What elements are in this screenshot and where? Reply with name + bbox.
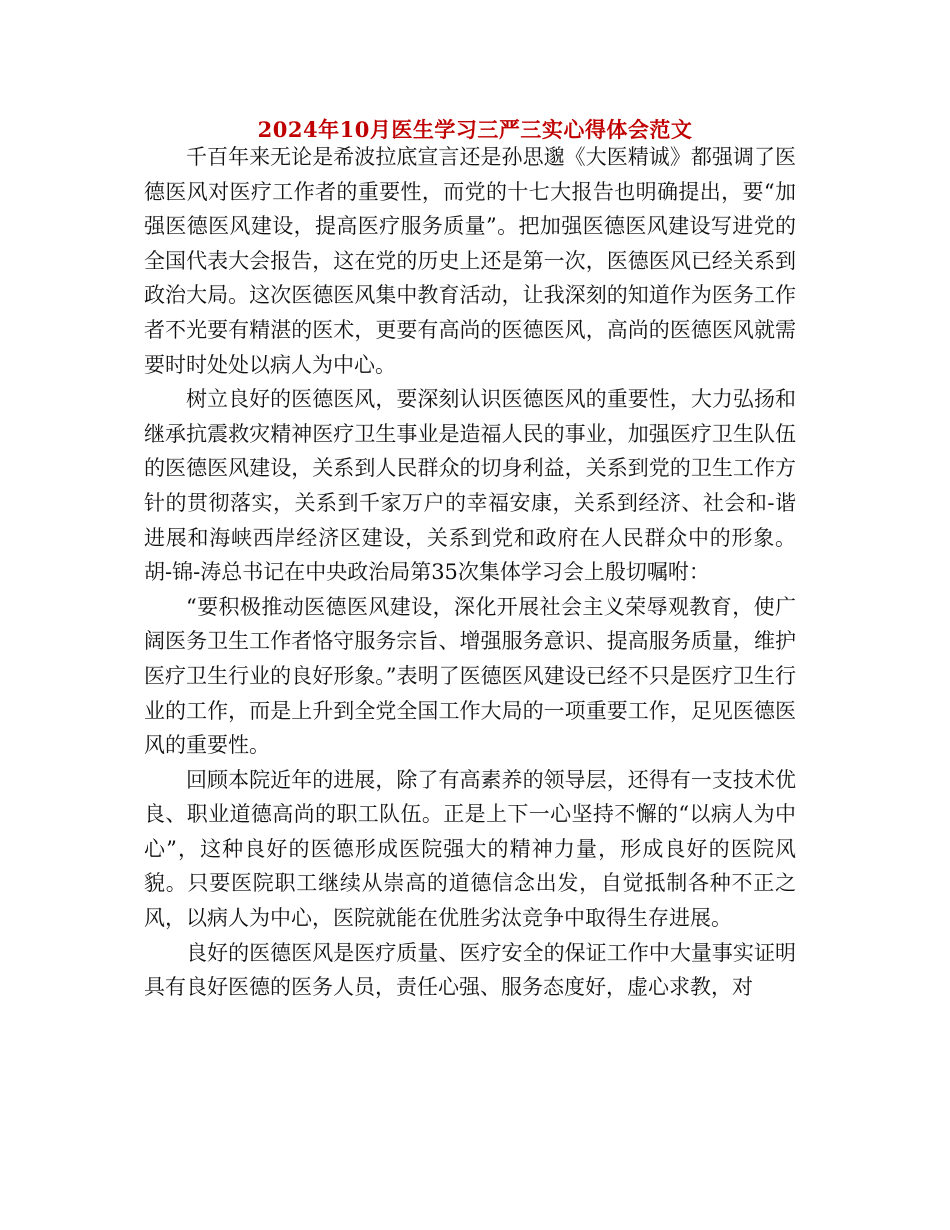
- document-title: 2024年10月医生学习三严三实心得体会范文: [257, 117, 693, 142]
- paragraph: 树立良好的医德医风，要深刻认识医德医风的重要性，大力弘扬和继承抗震救灾精神医疗卫生事业是造福人民的事业，加强医疗卫生队伍的医德医风建设，关系到人民群众的切身利益，关系到党的卫生工作方针的贯彻落实，关系到千家万户的幸福安康，关系到经济、社会和-谐进展和海峡西岸经济区建设，关系到党和政府在人民群众中的形象。胡-锦-涛总书记在中央政治局第35次集体学习会上殷切嘱咐：: [144, 387, 796, 585]
- paragraph: 良好的医德医风是医疗质量、医疗安全的保证工作中大量事实证明具有良好医德的医务人员，责任心强、服务态度好，虚心求教，对: [144, 940, 796, 1000]
- paragraph: 回顾本院近年的进展，除了有高素养的领导层，还得有一支技术优良、职业道德高尚的职工队伍。正是上下一心坚持不懈的“以病人为中心”，这种良好的医德形成医院强大的精神力量，形成良好的医院风貌。只要医院职工继续从崇高的道德信念出发，自觉抵制各种不正之风，以病人为中心，医院就能在优胜劣汰竞争中取得生存进展。: [144, 767, 796, 931]
- document-body: [144, 140, 796, 1005]
- paragraph: “要积极推动医德医风建设，深化开展社会主义荣辱观教育，使广阔医务卫生工作者恪守服务宗旨、增强服务意识、提高服务质量，维护医疗卫生行业的良好形象。”表明了医德医风建设已经不只是医疗卫生行业的工作，而是上升到全党全国工作大局的一项重要工作，足见医德医风的重要性。: [144, 594, 796, 758]
- paragraph: 千百年来无论是希波拉底宣言还是孙思邈《大医精诚》都强调了医德医风对医疗工作者的重要性，而党的十七大报告也明确提出，要“加强医德医风建设，提高医疗服务质量”。把加强医德医风建设写进党的全国代表大会报告，这在党的历史上还是第一次，医德医风已经关系到政治大局。这次医德医风集中教育活动，让我深刻的知道作为医务工作者不光要有精湛的医术，更要有高尚的医德医风，高尚的医德医风就需要时时处处以病人为中心。: [144, 145, 796, 377]
